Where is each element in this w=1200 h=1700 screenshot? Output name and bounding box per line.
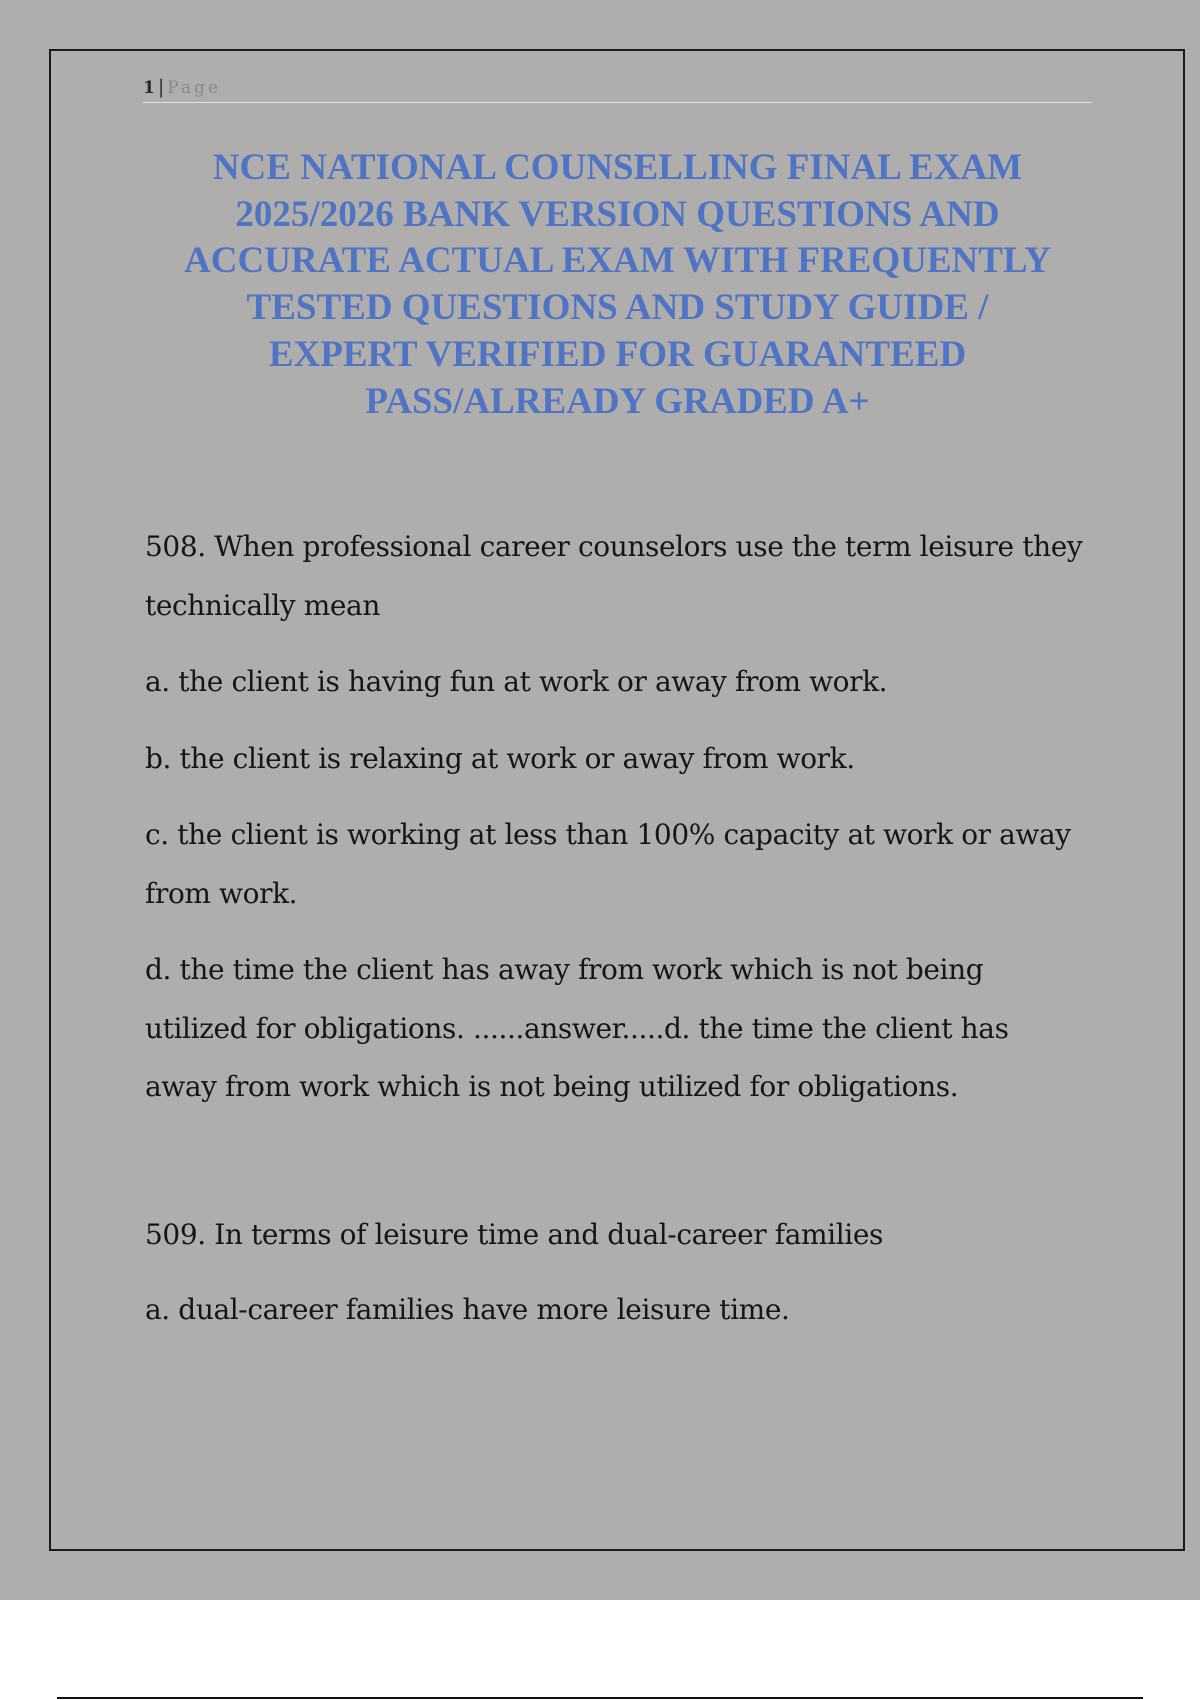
option-d-continued: utilized for obligations. ......answer.....d. the time the client has — [145, 1011, 1009, 1045]
question-text-line: technically mean — [145, 588, 380, 622]
option-c-continued: from work. — [145, 876, 298, 910]
title-line: NCE NATIONAL COUNSELLING FINAL EXAM — [212, 147, 1023, 188]
document-title — [130, 145, 1105, 425]
option-c: c. the client is working at less than 100% capacity at work or away — [145, 818, 1071, 851]
option-d-continued: away from work which is not being utilized for obligations. — [145, 1070, 959, 1103]
footer-rule — [57, 1697, 1143, 1699]
option-b: b. the client is relaxing at work or away from work. — [145, 741, 855, 775]
option-a: a. dual-career families have more leisure time. — [145, 1292, 790, 1326]
title-line: TESTED QUESTIONS AND STUDY GUIDE / — [246, 287, 989, 329]
page-number: 1 — [143, 78, 155, 98]
question-text-line: 509. In terms of leisure time and dual-career families — [145, 1218, 883, 1251]
option-d: d. the time the client has away from work which is not being — [145, 953, 984, 986]
question-text-line: 508. When professional career counselors use the term leisure they — [145, 530, 1083, 563]
option-a: a. the client is having fun at work or away from work. — [145, 665, 888, 698]
page-header — [143, 72, 1092, 103]
question-509 — [145, 1206, 1095, 1339]
title-line: 2025/2026 BANK VERSION QUESTIONS AND — [235, 193, 1000, 235]
title-line: PASS/ALREADY GRADED A+ — [365, 380, 870, 422]
page-header-separator: | — [157, 76, 165, 98]
title-line: ACCURATE ACTUAL EXAM WITH FREQUENTLY — [184, 240, 1051, 282]
page-label: Page — [167, 78, 222, 98]
title-line: EXPERT VERIFIED FOR GUARANTEED — [268, 333, 967, 375]
question-508 — [145, 518, 1095, 1117]
